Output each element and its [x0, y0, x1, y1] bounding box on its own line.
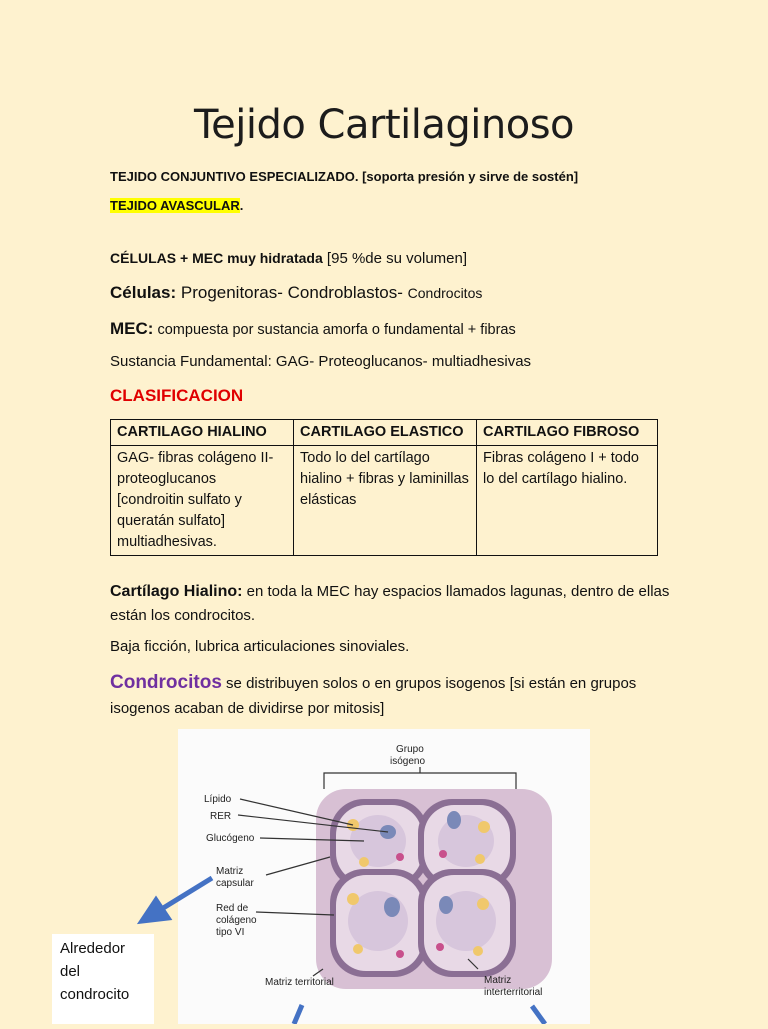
label-grupo: Grupo	[396, 744, 424, 755]
page-title: Tejido Cartilaginoso	[194, 102, 574, 148]
header-elastico: CARTILAGO ELASTICO	[294, 420, 477, 446]
celulas-line: Células: Progenitoras- Condroblastos- Condrocitos	[110, 283, 483, 302]
hialino-paragraph: Cartílago Hialino: en toda la MEC hay espacios llamados lagunas, dentro de ellas están los condrocitos.	[110, 583, 670, 624]
avascular-highlight: TEJIDO AVASCULAR	[110, 198, 240, 213]
callout-line-2: del	[60, 963, 81, 980]
condrocitos-paragraph: Condrocitos se distribuyen solos o en grupos isogenos [si están en grupos isogenos acaban de dividirse por mitosis]	[110, 672, 637, 717]
sustancia-line: Sustancia Fundamental: GAG- Proteoglucanos- multiadhesivas	[110, 353, 532, 370]
arrow-interterritorial	[532, 1006, 545, 1024]
intro-line: TEJIDO CONJUNTIVO ESPECIALIZADO. [soporta presión y sirve de sostén]	[110, 169, 579, 184]
label-matriz-territorial: Matriz territorial	[265, 977, 334, 988]
baja-line: Baja ficción, lubrica articulaciones sinoviales.	[110, 638, 410, 655]
avascular-line: TEJIDO AVASCULAR.	[110, 198, 244, 213]
label-isogeno: isógeno	[390, 756, 426, 767]
label-red-3: tipo VI	[216, 927, 245, 938]
clasificacion-heading: CLASIFICACION	[110, 386, 244, 405]
header-fibroso: CARTILAGO FIBROSO	[477, 420, 658, 446]
label-matriz-capsular-2: capsular	[216, 878, 254, 889]
label-matriz-capsular-1: Matriz	[216, 866, 244, 877]
label-glucogeno: Glucógeno	[206, 833, 255, 844]
arrow-territorial	[294, 1005, 302, 1024]
cell-fibroso: Fibras colágeno I + todo lo del cartílago hialino.	[477, 446, 658, 556]
label-interterritorial-1: Matriz	[484, 975, 512, 986]
arrow-to-callout	[160, 878, 212, 910]
label-interterritorial-2: interterritorial	[484, 987, 543, 998]
cells-mec-line: CÉLULAS + MEC muy hidratada [95 %de su volumen]	[110, 250, 468, 267]
mec-line: MEC: compuesta por sustancia amorfa o fundamental + fibras	[110, 319, 516, 338]
label-red-2: colágeno	[216, 915, 257, 926]
label-rer: RER	[210, 811, 232, 822]
cell-elastico: Todo lo del cartílago hialino + fibras y laminillas elásticas	[294, 446, 477, 556]
label-red-1: Red de	[216, 903, 249, 914]
callout-line-3: condrocito	[60, 986, 130, 1003]
arrow-head-callout	[142, 900, 168, 921]
label-lipido: Lípido	[204, 794, 232, 805]
header-hialino: CARTILAGO HIALINO	[111, 420, 294, 446]
callout-box	[52, 934, 154, 1024]
cell-hialino: GAG- fibras colágeno II- proteoglucanos [condroitin sulfato y queratán sulfato] multiadhesivas.	[111, 446, 294, 556]
callout-line-1: Alrededor	[60, 940, 126, 957]
